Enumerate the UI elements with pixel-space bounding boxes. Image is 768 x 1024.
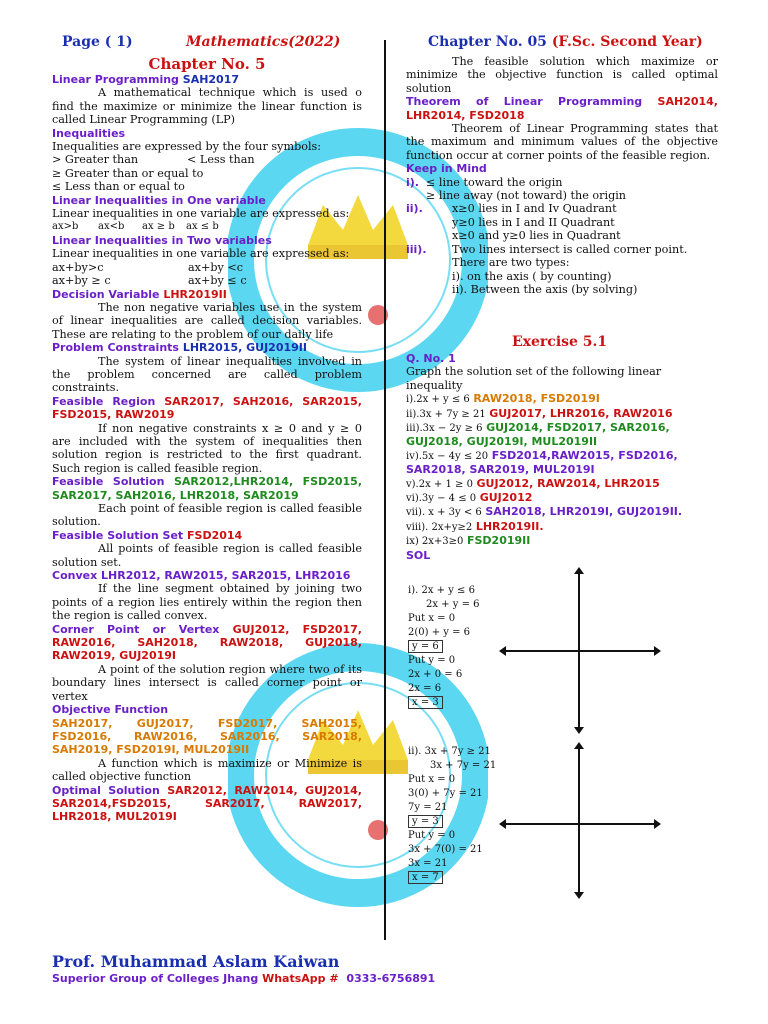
graph-ii-horizontal-axis xyxy=(505,823,655,825)
footer-contact xyxy=(52,972,435,985)
item-9: ix) 2x+3≥0 FSD2019II xyxy=(406,534,531,548)
college-name: Superior Group of Colleges Jhang xyxy=(52,972,259,985)
solution-label: SOL xyxy=(406,548,431,562)
inequalities-text: Inequalities are expressed by the four symbols: xyxy=(52,140,322,154)
feasible-solution-text: Each point of feasible region is called feasible solution. xyxy=(52,502,362,529)
author-name: Prof. Muhammad Aslam Kaiwan xyxy=(52,952,340,971)
objective-function-heading: Objective Function xyxy=(52,703,169,717)
column-divider xyxy=(384,40,386,940)
graph-ii-arrow-up xyxy=(574,742,584,749)
sol1-line-6: Put y = 0 xyxy=(408,655,456,666)
right-column-exercise xyxy=(406,352,718,562)
whatsapp-label: WhatsApp # xyxy=(262,972,339,985)
year-text: (F.Sc. Second Year) xyxy=(551,34,703,50)
item-5: v).2x + 1 ≥ 0 GUJ2012, RAW2014, LHR2015 xyxy=(406,476,660,490)
feasible-region-text: If non negative constraints x ≥ 0 and y ≥ 0 are included with the system of inequalities then solution region is restricted to the first quadrant. Such region is called feasible region. xyxy=(52,421,362,475)
keep-iii-line-4: ii). Between the axis (by solving) xyxy=(452,282,638,296)
sol2-line-7: Put y = 0 xyxy=(408,830,456,841)
chapter-reference xyxy=(428,34,703,50)
convex-text: If the line segment obtained by joining two points of a region lies entirely within the region then the region is called convex. xyxy=(52,582,362,623)
graph-i-horizontal-axis xyxy=(505,650,655,652)
theorem-text: Theorem of Linear Programming states that the maximum and minimum values of the objective function occur at corner points of the feasible region. xyxy=(406,122,718,162)
problem-constraints-heading: Problem Constraints LHR2015, GUJ2019II xyxy=(52,341,307,355)
graph-ii-arrow-left xyxy=(499,819,506,829)
sol1-line-7: 2x + 0 = 6 xyxy=(408,669,463,680)
keep-in-mind-heading: Keep in Mind xyxy=(406,162,487,176)
item-8: viii). 2x+y≥2 LHR2019II. xyxy=(406,519,544,533)
graph-ii-arrow-down xyxy=(574,892,584,899)
subject-title: Mathematics(2022) xyxy=(186,34,341,50)
sol1-line-4: 2(0) + y = 6 xyxy=(408,627,471,638)
decision-variable-heading: Decision Variable LHR2019II xyxy=(52,287,227,301)
sol2-line-10: x = 7 xyxy=(408,871,518,885)
keep-ii-line-3: x≥0 and y≥0 lies in Quadrant xyxy=(452,229,621,243)
graph-ii-vertical-axis xyxy=(578,745,580,895)
keep-iii-line-2: There are two types: xyxy=(452,256,570,270)
item-7: vii). x + 3y < 6 SAH2018, LHR2019I, GUJ2019II. xyxy=(406,505,683,519)
keep-iii-line-1: iii). Two lines intersect is called corner point. xyxy=(406,242,688,256)
objective-function-text: A function which is maximize or Minimize is called objective function xyxy=(52,756,362,784)
item-2: ii).3x + 7y ≥ 21 GUJ2017, LHR2016, RAW2016 xyxy=(406,406,673,420)
sol2-line-8: 3x + 7(0) = 21 xyxy=(408,844,483,855)
lp-heading: Linear Programming SAH2017 xyxy=(52,73,240,86)
problem-constraints-text: The system of linear inequalities involved in the problem concerned are called problem constraints. xyxy=(52,354,362,395)
one-variable-forms: ax>b ax<b ax ≥ b ax ≤ b xyxy=(52,221,219,233)
item-3: iii).3x − 2y ≥ 6 GUJ2014, FSD2017, SAR2016, GUJ2018, GUJ2019I, MUL2019II xyxy=(406,421,670,449)
sol1-line-2: 2x + y = 6 xyxy=(426,599,480,610)
left-column xyxy=(52,55,362,824)
graph-i-arrow-left xyxy=(499,646,506,656)
one-variable-heading: Linear Inequalities in One variable xyxy=(52,193,266,207)
feasible-solution-set-heading: Feasible Solution Set FSD2014 xyxy=(52,528,243,542)
symbol-line-1: > Greater than < Less than xyxy=(52,153,255,167)
keep-ii-line-2: y≥0 lies in I and II Quadrant xyxy=(452,215,615,229)
sol2-line-4: 3(0) + 7y = 21 xyxy=(408,788,483,799)
chapter-title: Chapter No. 5 xyxy=(148,55,266,73)
sol1-line-9: x = 3 xyxy=(408,696,508,710)
page-number: Page ( 1) xyxy=(62,34,133,50)
graph-ii-arrow-right xyxy=(654,819,661,829)
optimal-solution-text: The feasible solution which maximize or minimize the objective function is called optimal solution xyxy=(406,55,718,95)
sol1-line-5: y = 6 xyxy=(408,640,508,654)
graph-i-arrow-up xyxy=(574,567,584,574)
graph-i-arrow-down xyxy=(574,727,584,734)
phone-number: 0333-6756891 xyxy=(346,972,436,985)
optimal-solution-heading: Optimal Solution SAR2012, RAW2014, GUJ2014, SAR2014,FSD2015, SAR2017, RAW2017, LHR2018, MUL2019I xyxy=(52,783,362,824)
keep-i-line-1: i). ≤ line toward the origin xyxy=(406,175,563,189)
two-variable-forms-2: ax+by ≥ c ax+by ≤ c xyxy=(52,274,247,288)
lp-text: A mathematical technique which is used o find the maximize or minimize the linear function is called Linear Programming (LP) xyxy=(52,86,362,127)
two-variable-forms-1: ax+by>c ax+by <c xyxy=(52,260,244,274)
theorem-heading: Theorem of Linear Programming SAH2014, LHR2014, FSD2018 xyxy=(406,95,718,122)
convex-heading: Convex LHR2012, RAW2015, SAR2015, LHR2016 xyxy=(52,569,351,583)
feasible-solution-heading: Feasible Solution SAR2012,LHR2014, FSD2015, SAR2017, SAH2016, LHR2018, SAR2019 xyxy=(52,475,363,502)
keep-iii-line-3: i). on the axis ( by counting) xyxy=(452,269,612,283)
sol2-line-5: 7y = 21 xyxy=(408,802,448,813)
keep-i-line-2: ≥ line away (not toward) the origin xyxy=(426,189,627,203)
question-number: Q. No. 1 xyxy=(406,352,456,365)
decision-variable-text: The non negative variables use in the system of linear inequalities are called decision variables. These are relating to the problem of our daily life xyxy=(52,300,362,341)
chapter-ref-text: Chapter No. 05 xyxy=(428,34,547,50)
item-1: i).2x + y ≤ 6 RAW2018, FSD2019I xyxy=(406,392,600,406)
sol2-line-9: 3x = 21 xyxy=(408,858,448,869)
sol1-line-1: i). 2x + y ≤ 6 xyxy=(408,585,475,596)
two-variable-heading: Linear Inequalities in Two variables xyxy=(52,233,272,247)
solution-i xyxy=(408,584,508,710)
right-column-top xyxy=(406,55,718,296)
objective-function-codes: SAH2017, GUJ2017, FSD2017, SAH2015, FSD2016, RAW2016, SAR2016, SAR2018, SAH2019, FSD2019I, MUL2019II xyxy=(52,716,362,757)
sol1-line-3: Put x = 0 xyxy=(408,613,456,624)
feasible-region-heading: Feasible Region SAR2017, SAH2016, SAR2015, FSD2015, RAW2019 xyxy=(52,394,362,422)
sol1-line-8: 2x = 6 xyxy=(408,683,442,694)
corner-point-heading: Corner Point or Vertex GUJ2012, FSD2017, RAW2016, SAH2018, RAW2018, GUJ2018, RAW2019, GUJ2019I xyxy=(52,622,362,663)
sol2-line-2: 3x + 7y = 21 xyxy=(430,760,497,771)
symbol-line-2: ≥ Greater than or equal to xyxy=(52,166,204,180)
sol2-line-3: Put x = 0 xyxy=(408,774,456,785)
feasible-solution-set-text: All points of feasible region is called feasible solution set. xyxy=(52,542,362,569)
item-6: vi).3y − 4 ≤ 0 GUJ2012 xyxy=(406,491,533,505)
inequalities-heading: Inequalities xyxy=(52,126,126,140)
graph-i-arrow-right xyxy=(654,646,661,656)
sol2-line-1: ii). 3x + 7y ≥ 21 xyxy=(408,746,491,757)
sol2-line-6: y = 3 xyxy=(408,815,518,829)
item-4: iv).5x − 4y ≤ 20 FSD2014,RAW2015, FSD2016, SAR2018, SAR2019, MUL2019I xyxy=(406,448,678,477)
keep-ii-line-1: ii). x≥0 lies in I and Iv Quadrant xyxy=(406,202,617,216)
question-text: Graph the solution set of the following linear inequality xyxy=(406,365,662,392)
exercise-heading: Exercise 5.1 xyxy=(512,334,608,350)
corner-point-text: A point of the solution region where two of its boundary lines intersect is called corner point or vertex xyxy=(52,662,362,703)
one-variable-text: Linear inequalities in one variable are expressed as: xyxy=(52,207,350,221)
symbol-line-3: ≤ Less than or equal to xyxy=(52,180,185,194)
solution-ii xyxy=(408,745,518,885)
two-variable-text: Linear inequalities in one variable are expressed as: xyxy=(52,247,350,261)
